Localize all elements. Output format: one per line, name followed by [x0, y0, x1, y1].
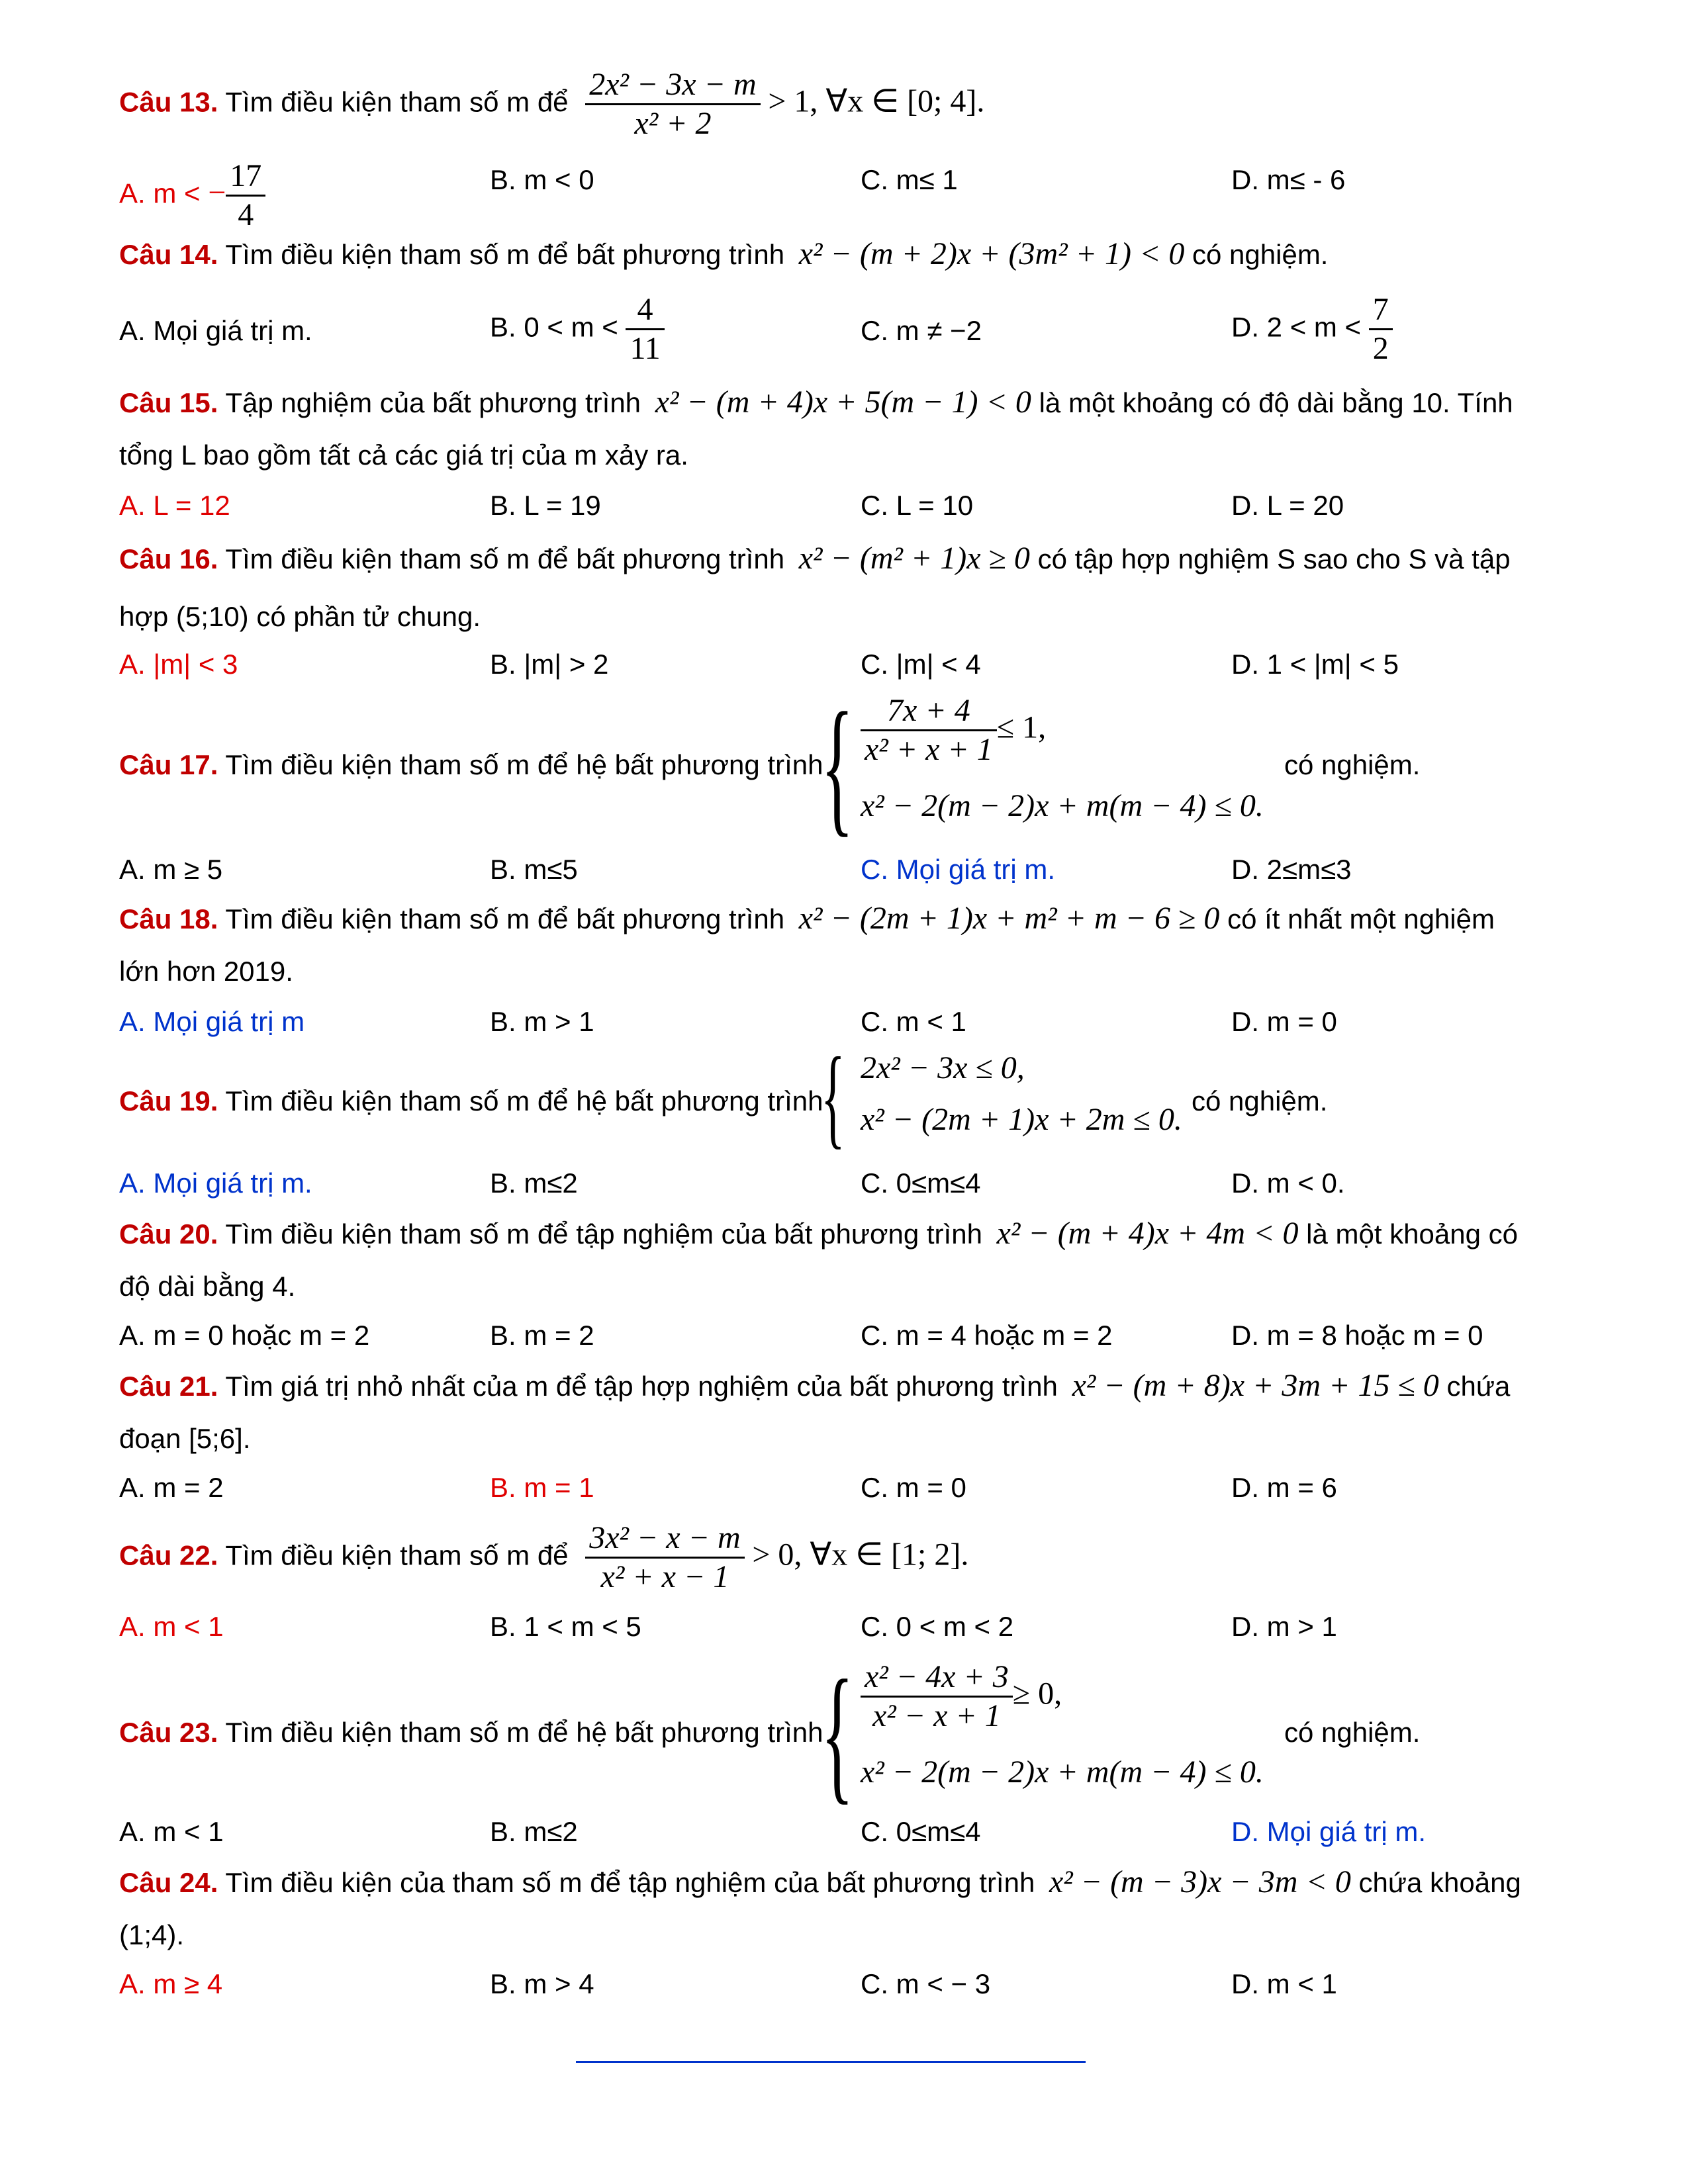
option-b[interactable]: B. |m| > 2: [490, 649, 609, 680]
option-d[interactable]: D. 2 < m < $\frac{7}{2}$: [1231, 291, 1393, 367]
question-text: Tìm giá trị nhỏ nhất của m để tập hợp nghiệm của bất phương trình: [225, 1371, 1058, 1402]
question-number: Câu 21.: [119, 1371, 218, 1402]
question-number: Câu 15.: [119, 387, 218, 418]
option-b[interactable]: B. m < 0: [490, 164, 594, 195]
inequality: x² − (m² + 1)x ≥ 0: [798, 541, 1030, 576]
question-number: Câu 16.: [119, 543, 218, 574]
option-b[interactable]: B. m = 2: [490, 1320, 594, 1351]
option-c[interactable]: C. m < − 3: [861, 1968, 991, 1999]
option-a[interactable]: A. m = 2: [119, 1472, 224, 1503]
option-c[interactable]: C. m≤ 1: [861, 164, 958, 195]
question-text: Tập nghiệm của bất phương trình: [225, 387, 641, 418]
question-16: [119, 540, 1511, 578]
question-tail: chứa: [1446, 1371, 1511, 1402]
option-c[interactable]: C. m ≠ −2: [861, 315, 982, 346]
option-b[interactable]: B. m > 4: [490, 1968, 594, 1999]
option-c[interactable]: C. Mọi giá trị m.: [861, 854, 1056, 885]
question-number: Câu 18.: [119, 903, 218, 934]
option-b[interactable]: B. m≤2: [490, 1816, 578, 1847]
question-13: [119, 66, 984, 142]
option-d[interactable]: D. m = 6: [1231, 1472, 1337, 1503]
inequality: x² − (m + 2)x + (3m² + 1) < 0: [798, 236, 1185, 271]
option-a[interactable]: A. Mọi giá trị m.: [119, 315, 312, 346]
fraction: $\frac{17}{4}$: [226, 158, 265, 234]
footer-divider: [576, 2061, 1086, 2063]
question-tail: là một khoảng có độ dài bằng 10. Tính: [1039, 387, 1513, 418]
question-24: [119, 1864, 1521, 1901]
question-text: Tìm điều kiện tham số m để: [225, 1539, 569, 1571]
question-text: Tìm điều kiện tham số m để bất phương trình: [225, 239, 785, 270]
question-number: Câu 14.: [119, 239, 218, 270]
option-b[interactable]: B. m≤5: [490, 854, 578, 885]
option-d[interactable]: D. m < 1: [1231, 1968, 1337, 1999]
question-17: [119, 747, 823, 784]
question-23: [119, 1714, 823, 1751]
question-text: Tìm điều kiện tham số m để: [225, 86, 569, 118]
system-eq-1: $\frac{\text{x² − 4x + 3}}{\text{x² − x + 1}}$ ≥ 0,: [861, 1659, 1062, 1735]
option-c[interactable]: C. 0≤m≤4: [861, 1816, 981, 1847]
option-d[interactable]: D. m < 0.: [1231, 1167, 1345, 1199]
option-b[interactable]: B. 0 < m < $\frac{4}{11}$: [490, 291, 665, 367]
option-a[interactable]: A. m < 1: [119, 1816, 224, 1847]
option-a[interactable]: A. L = 12: [119, 490, 230, 521]
option-a[interactable]: A. m < − $\frac{17}{4}$: [119, 158, 265, 234]
question-18-cont: lớn hơn 2019.: [119, 956, 293, 987]
option-c[interactable]: C. |m| < 4: [861, 649, 981, 680]
option-c[interactable]: C. L = 10: [861, 490, 974, 521]
option-d[interactable]: D. Mọi giá trị m.: [1231, 1816, 1427, 1847]
system-eq-1: 2x² − 3x ≤ 0,: [861, 1050, 1025, 1085]
option-a[interactable]: A. m < 1: [119, 1611, 224, 1642]
question-number: Câu 24.: [119, 1867, 218, 1898]
system-eq-2: x² − 2(m − 2)x + m(m − 4) ≤ 0.: [861, 1754, 1264, 1790]
question-20-cont: độ dài bằng 4.: [119, 1271, 296, 1302]
inequality: x² − (m + 4)x + 5(m − 1) < 0: [655, 385, 1031, 420]
question-22: [119, 1520, 968, 1596]
question-text: Tìm điều kiện tham số m để hệ bất phương trình: [225, 1085, 823, 1116]
system-eq-2: x² − (2m + 1)x + 2m ≤ 0.: [861, 1102, 1182, 1137]
option-c[interactable]: C. m = 4 hoặc m = 2: [861, 1320, 1113, 1351]
question-19: [119, 1083, 823, 1120]
option-a[interactable]: A. Mọi giá trị m: [119, 1006, 305, 1037]
option-d[interactable]: D. m > 1: [1231, 1611, 1337, 1642]
condition: > 0, ∀x ∈ [1; 2].: [752, 1537, 969, 1572]
option-c[interactable]: C. m < 1: [861, 1006, 966, 1037]
system-brace: {: [821, 1034, 845, 1159]
inequality: x² − (m − 3)x − 3m < 0: [1049, 1864, 1351, 1899]
option-d[interactable]: D. L = 20: [1231, 490, 1344, 521]
option-a[interactable]: A. Mọi giá trị m.: [119, 1167, 312, 1199]
question-24-cont: (1;4).: [119, 1919, 185, 1950]
question-text: Tìm điều kiện tham số m để hệ bất phương trình: [225, 1717, 823, 1748]
question-18: [119, 900, 1495, 938]
question-number: Câu 19.: [119, 1085, 218, 1116]
option-d[interactable]: D. 2≤m≤3: [1231, 854, 1352, 885]
option-d[interactable]: D. m≤ - 6: [1231, 164, 1346, 195]
question-tail: là một khoảng có: [1306, 1218, 1519, 1250]
option-c[interactable]: C. 0 < m < 2: [861, 1611, 1014, 1642]
question-14: [119, 236, 1328, 273]
inequality: x² − (2m + 1)x + m² + m − 6 ≥ 0: [798, 901, 1220, 936]
question-21: [119, 1367, 1510, 1405]
question-tail: chứa khoảng: [1358, 1867, 1521, 1898]
option-a[interactable]: A. m ≥ 5: [119, 854, 223, 885]
option-a[interactable]: A. |m| < 3: [119, 649, 238, 680]
condition: > 1, ∀x ∈ [0; 4].: [768, 83, 985, 119]
option-a[interactable]: A. m ≥ 4: [119, 1968, 223, 1999]
inequality: x² − (m + 8)x + 3m + 15 ≤ 0: [1072, 1368, 1439, 1403]
question-text: Tìm điều kiện tham số m để hệ bất phương trình: [225, 749, 823, 780]
question-15: [119, 384, 1513, 422]
option-b[interactable]: B. 1 < m < 5: [490, 1611, 641, 1642]
question-text: Tìm điều kiện tham số m để bất phương trình: [225, 543, 785, 574]
question-16-cont: hợp (5;10) có phần tử chung.: [119, 601, 481, 632]
question-tail: có nghiệm.: [1192, 1085, 1328, 1116]
question-tail: có nghiệm.: [1284, 749, 1421, 780]
fraction: $\frac{4}{11}$: [626, 291, 664, 367]
system-brace: {: [821, 1649, 854, 1817]
question-tail: có ít nhất một nghiệm: [1227, 903, 1495, 934]
fraction: $\frac{\text{3x² − x − m}}{\text{x² + x − 1}}$: [585, 1520, 744, 1596]
inequality: x² − (m + 4)x + 4m < 0: [996, 1216, 1299, 1251]
option-b[interactable]: B. L = 19: [490, 490, 601, 521]
option-d[interactable]: D. 1 < |m| < 5: [1231, 649, 1399, 680]
option-d[interactable]: D. m = 0: [1231, 1006, 1337, 1037]
system-eq-2: x² − 2(m − 2)x + m(m − 4) ≤ 0.: [861, 788, 1264, 823]
option-b[interactable]: B. m = 1: [490, 1472, 594, 1503]
option-c[interactable]: C. m = 0: [861, 1472, 966, 1503]
question-text: Tìm điều kiện tham số m để tập nghiệm của bất phương trình: [225, 1218, 982, 1250]
fraction: $\frac{\text{2x² − 3x − m}}{\text{x² + 2}}$: [585, 66, 760, 142]
question-number: Câu 13.: [119, 86, 218, 118]
system-brace: {: [821, 681, 854, 850]
question-tail: có nghiệm.: [1192, 239, 1329, 270]
option-b[interactable]: B. m≤2: [490, 1167, 578, 1199]
question-tail: có nghiệm.: [1284, 1717, 1421, 1748]
question-tail: có tập hợp nghiệm S sao cho S và tập: [1037, 543, 1511, 574]
question-number: Câu 17.: [119, 749, 218, 780]
option-b[interactable]: B. m > 1: [490, 1006, 594, 1037]
question-number: Câu 22.: [119, 1539, 218, 1571]
question-number: Câu 20.: [119, 1218, 218, 1250]
question-20: [119, 1215, 1518, 1253]
question-text: Tìm điều kiện của tham số m để tập nghiệm của bất phương trình: [225, 1867, 1035, 1898]
system-eq-1: $\frac{7x + 4}{\text{x² + x + 1}}$ ≤ 1,: [861, 692, 1046, 768]
option-a[interactable]: A. m = 0 hoặc m = 2: [119, 1320, 370, 1351]
question-text: Tìm điều kiện tham số m để bất phương trình: [225, 903, 785, 934]
question-15-cont: tổng L bao gồm tất cả các giá trị của m xảy ra.: [119, 439, 688, 471]
question-21-cont: đoạn [5;6].: [119, 1423, 251, 1454]
question-number: Câu 23.: [119, 1717, 218, 1748]
option-c[interactable]: C. 0≤m≤4: [861, 1167, 981, 1199]
option-d[interactable]: D. m = 8 hoặc m = 0: [1231, 1320, 1483, 1351]
fraction: $\frac{7}{2}$: [1369, 291, 1393, 367]
